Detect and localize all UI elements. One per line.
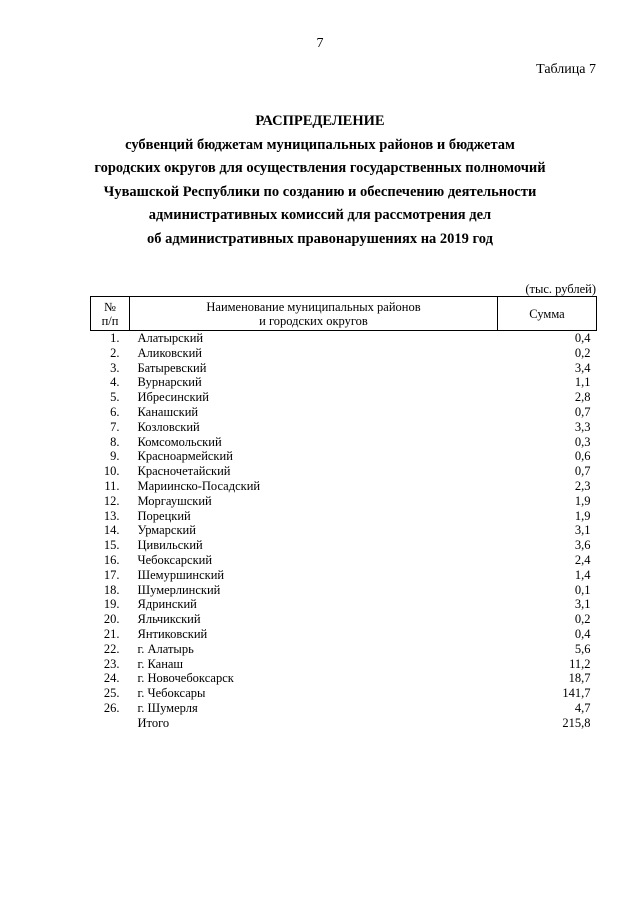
row-sum: 0,6 — [574, 449, 591, 464]
title-line: РАСПРЕДЕЛЕНИЕ — [255, 113, 385, 129]
row-sum: 0,1 — [574, 582, 591, 597]
row-number: 19. — [103, 597, 120, 612]
row-sum: 0,3 — [574, 434, 591, 449]
table-row — [91, 671, 597, 686]
document-title — [60, 110, 580, 251]
table-row — [91, 405, 597, 420]
header-name-line1: Наименование муниципальных районов — [206, 299, 421, 314]
row-sum: 0,7 — [574, 464, 591, 479]
row-number: 24. — [103, 671, 120, 686]
header-number — [91, 297, 130, 331]
table-row — [91, 701, 597, 716]
row-number: 6. — [110, 404, 120, 419]
row-sum: 4,7 — [574, 700, 591, 715]
table-row — [91, 612, 597, 627]
row-name: Шумерлинский — [137, 582, 221, 597]
page-number: 7 — [316, 36, 324, 51]
row-sum: 1,1 — [574, 375, 591, 390]
row-number: 15. — [103, 538, 120, 553]
row-sum: 1,9 — [574, 493, 591, 508]
row-name: Батыревский — [137, 360, 207, 375]
row-name: Порецкий — [137, 508, 191, 523]
table-header-row — [91, 297, 597, 331]
table-row — [91, 583, 597, 598]
row-name: Канашский — [137, 404, 199, 419]
row-sum: 1,4 — [574, 567, 591, 582]
row-number: 21. — [103, 626, 120, 641]
row-name: Шемуршинский — [137, 567, 225, 582]
header-name — [130, 297, 498, 331]
row-number: 8. — [110, 434, 120, 449]
row-number: 20. — [103, 612, 120, 627]
row-name: Ибресинский — [137, 390, 209, 405]
table-row — [91, 568, 597, 583]
row-sum: 3,1 — [574, 523, 591, 538]
row-name: Мариинско-Посадский — [137, 478, 261, 493]
row-name: г. Алатырь — [137, 641, 194, 656]
title-line: городских округов для осуществления государственных полномочий — [94, 160, 546, 176]
row-number: 17. — [103, 567, 120, 582]
row-number: 26. — [103, 700, 120, 715]
row-name: Красноармейский — [137, 449, 233, 464]
row-number: 25. — [103, 686, 120, 701]
table-row — [91, 494, 597, 509]
table-row — [91, 597, 597, 612]
row-sum: 141,7 — [562, 686, 591, 701]
title-line: административных комиссий для рассмотрения дел — [148, 207, 492, 223]
total-num — [91, 716, 130, 731]
row-name: Моргаушский — [137, 493, 212, 508]
table-row — [91, 420, 597, 435]
title-line: Чувашской Республики по созданию и обеспечению деятельности — [103, 183, 537, 200]
row-name: Яльчикский — [137, 612, 201, 627]
row-sum: 0,2 — [574, 345, 591, 360]
title-line: об административных правонарушениях на 2019 год — [147, 230, 493, 247]
row-name: Цивильский — [137, 538, 203, 553]
total-name: Итого — [137, 715, 170, 730]
row-sum: 3,3 — [574, 419, 591, 434]
table-body — [91, 331, 597, 731]
row-number: 7. — [110, 419, 120, 434]
row-sum: 2,4 — [574, 552, 591, 567]
row-sum: 0,4 — [574, 331, 591, 345]
row-name: г. Канаш — [137, 656, 184, 671]
row-number: 10. — [103, 464, 120, 479]
table-row — [91, 509, 597, 524]
table-row — [91, 642, 597, 657]
row-number: 14. — [103, 523, 120, 538]
table-row — [91, 553, 597, 568]
row-number: 3. — [110, 360, 120, 375]
row-name: Алатырский — [137, 331, 204, 345]
row-number: 5. — [110, 390, 120, 405]
row-name: Козловский — [137, 419, 200, 434]
row-number: 9. — [110, 449, 120, 464]
row-name: Комсомольский — [137, 434, 222, 449]
row-sum: 0,2 — [574, 612, 591, 627]
row-number: 18. — [103, 582, 120, 597]
header-sum: Сумма — [498, 297, 597, 331]
row-name: г. Чебоксары — [137, 686, 206, 701]
row-number: 16. — [103, 552, 120, 567]
row-sum: 0,4 — [574, 626, 591, 641]
row-name: Аликовский — [137, 345, 202, 360]
row-sum: 5,6 — [574, 641, 591, 656]
table-total-row — [91, 716, 597, 731]
table-row — [91, 523, 597, 538]
units-label: (тыс. рублей) — [525, 282, 596, 296]
row-name: Янтиковский — [137, 626, 208, 641]
row-number: 4. — [110, 375, 120, 390]
row-number: 23. — [103, 656, 120, 671]
row-name: г. Шумерля — [137, 700, 198, 715]
table-row — [91, 390, 597, 405]
row-number: 22. — [103, 641, 120, 656]
row-name: Чебоксарский — [137, 552, 213, 567]
row-sum: 3,6 — [574, 538, 591, 553]
total-sum: 215,8 — [562, 715, 591, 730]
row-name: Красночетайский — [137, 464, 231, 479]
row-number: 11. — [104, 478, 120, 493]
row-sum: 1,9 — [574, 508, 591, 523]
row-sum: 2,8 — [574, 390, 591, 405]
row-number: 2. — [110, 345, 120, 360]
row-number: 1. — [110, 331, 120, 345]
table-row — [91, 331, 597, 346]
row-sum: 18,7 — [568, 671, 591, 686]
table-row — [91, 686, 597, 701]
table-row — [91, 627, 597, 642]
row-name: Ядринский — [137, 597, 197, 612]
table-row — [91, 449, 597, 464]
row-number: 13. — [103, 508, 120, 523]
table-row — [91, 657, 597, 672]
header-number-line2: п/п — [101, 313, 119, 328]
row-number: 12. — [103, 493, 120, 508]
row-sum: 11,2 — [569, 656, 591, 671]
table-row — [91, 435, 597, 450]
table-row — [91, 464, 597, 479]
table-row — [91, 375, 597, 390]
header-number-line1: № — [104, 299, 116, 314]
table-row — [91, 479, 597, 494]
row-name: Вурнарский — [137, 375, 202, 390]
distribution-table — [90, 296, 597, 731]
row-sum: 3,1 — [574, 597, 591, 612]
row-name: Урмарский — [137, 523, 196, 538]
title-line: субвенций бюджетам муниципальных районов и бюджетам — [125, 136, 515, 153]
table-row — [91, 538, 597, 553]
header-name-line2: и городских округов — [259, 313, 368, 328]
row-sum: 0,7 — [574, 404, 591, 419]
table-row — [91, 346, 597, 361]
table-label: Таблица 7 — [536, 62, 596, 77]
row-sum: 3,4 — [574, 360, 591, 375]
row-name: г. Новочебоксарск — [137, 671, 234, 686]
row-sum: 2,3 — [574, 478, 591, 493]
table-row — [91, 361, 597, 376]
